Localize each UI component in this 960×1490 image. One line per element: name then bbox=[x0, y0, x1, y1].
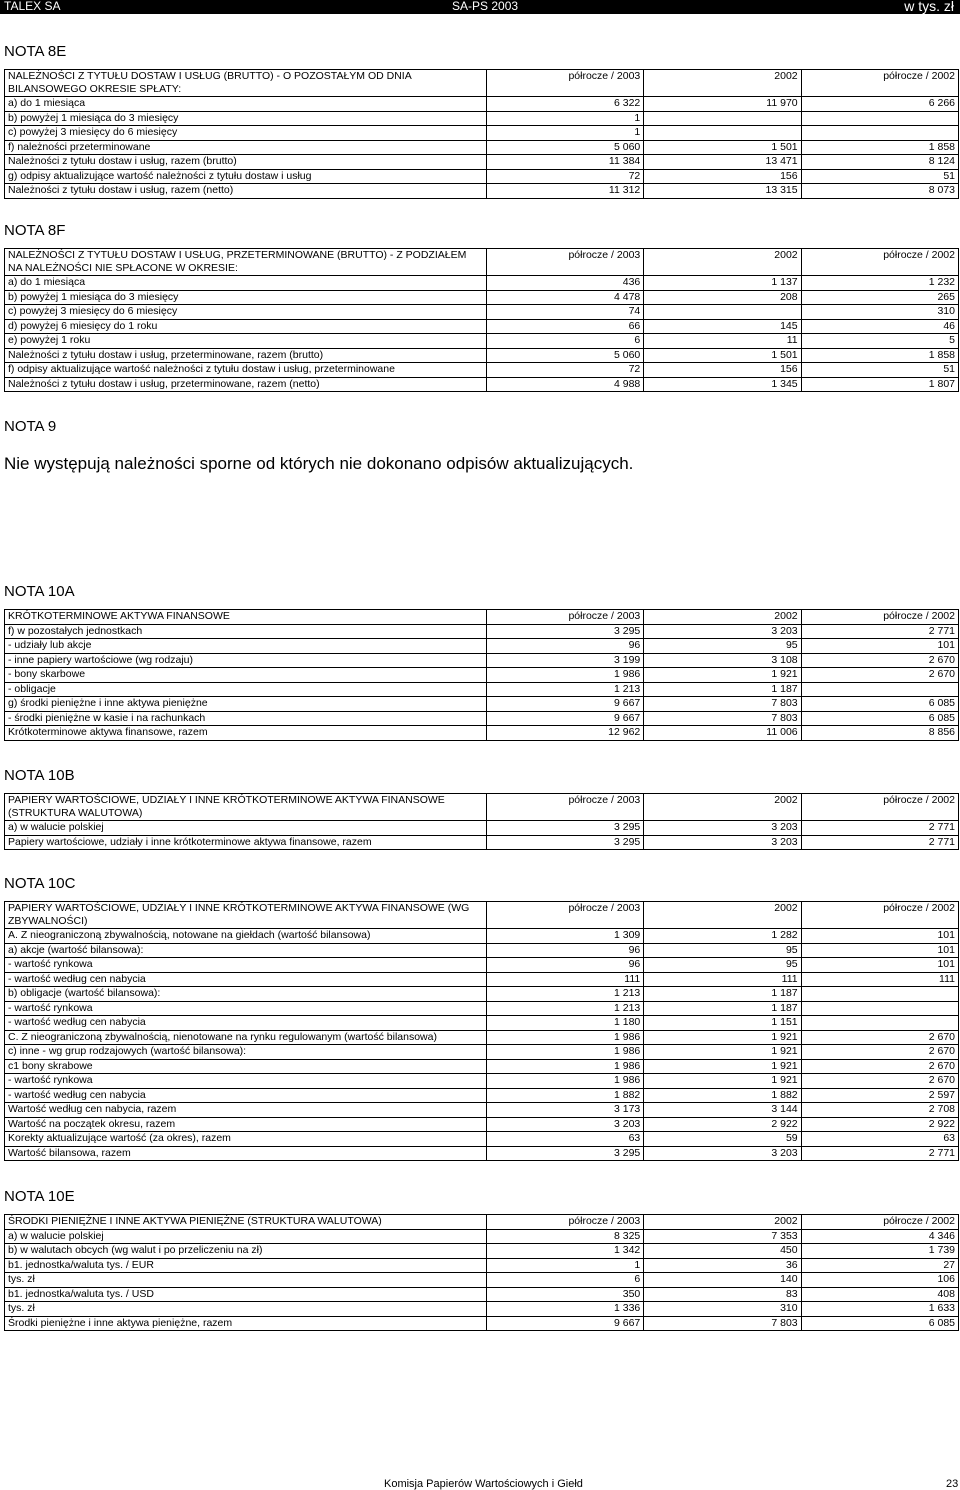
table-row bbox=[5, 1001, 959, 1016]
table-heading: PAPIERY WARTOŚCIOWE, UDZIAŁY I INNE KRÓTKOTERMINOWE AKTYWA FINANSOWE (WG ZBYWALNOŚCI) bbox=[5, 902, 487, 929]
table-row bbox=[5, 726, 959, 741]
value-cell: 96 bbox=[486, 958, 643, 973]
table-row bbox=[5, 1258, 959, 1273]
table-row bbox=[5, 276, 959, 291]
row-label: Krótkoterminowe aktywa finansowe, razem bbox=[5, 726, 487, 741]
value-cell: 8 124 bbox=[801, 155, 958, 170]
row-label: Należności z tytułu dostaw i usług, przeterminowane, razem (netto) bbox=[5, 377, 487, 392]
row-label: a) w walucie polskiej bbox=[5, 1229, 487, 1244]
value-cell: 1 921 bbox=[644, 1030, 801, 1045]
table-row bbox=[5, 1302, 959, 1317]
table-row bbox=[5, 1316, 959, 1331]
value-cell: 95 bbox=[644, 943, 801, 958]
value-cell: 7 803 bbox=[644, 1316, 801, 1331]
value-cell: 3 203 bbox=[486, 1117, 643, 1132]
value-cell: 11 bbox=[644, 334, 801, 349]
value-cell: 156 bbox=[644, 363, 801, 378]
value-cell: 2 771 bbox=[801, 821, 958, 836]
value-cell: 1 633 bbox=[801, 1302, 958, 1317]
value-cell: 96 bbox=[486, 943, 643, 958]
value-cell: 7 803 bbox=[644, 711, 801, 726]
table-row bbox=[5, 169, 959, 184]
column-header: półrocze / 2002 bbox=[801, 610, 958, 625]
table-header-row bbox=[5, 902, 959, 929]
value-cell: 6 bbox=[486, 334, 643, 349]
value-cell: 11 970 bbox=[644, 97, 801, 112]
unit-label: w tys. zł bbox=[904, 0, 954, 14]
value-cell: 1 858 bbox=[801, 140, 958, 155]
value-cell: 436 bbox=[486, 276, 643, 291]
value-cell: 72 bbox=[486, 363, 643, 378]
row-label: Korekty aktualizujące wartość (za okres), razem bbox=[5, 1132, 487, 1147]
value-cell bbox=[801, 126, 958, 141]
footer-publisher: Komisja Papierów Wartościowych i Giełd bbox=[384, 1478, 583, 1490]
value-cell: 2 922 bbox=[644, 1117, 801, 1132]
row-label: b) w walutach obcych (wg walut i po przeliczeniu na zł) bbox=[5, 1244, 487, 1259]
row-label: f) odpisy aktualizujące wartość należności z tytułu dostaw i usług, przeterminowane bbox=[5, 363, 487, 378]
value-cell: 1 501 bbox=[644, 140, 801, 155]
table-row bbox=[5, 184, 959, 199]
value-cell: 3 295 bbox=[486, 821, 643, 836]
table-row bbox=[5, 126, 959, 141]
value-cell: 1 309 bbox=[486, 929, 643, 944]
value-cell: 3 173 bbox=[486, 1103, 643, 1118]
value-cell: 83 bbox=[644, 1287, 801, 1302]
value-cell: 1 bbox=[486, 126, 643, 141]
row-label: Wartość na początek okresu, razem bbox=[5, 1117, 487, 1132]
value-cell: 408 bbox=[801, 1287, 958, 1302]
column-header: półrocze / 2002 bbox=[801, 902, 958, 929]
value-cell: 8 856 bbox=[801, 726, 958, 741]
value-cell: 1 213 bbox=[486, 682, 643, 697]
row-label: - wartość rynkowa bbox=[5, 1074, 487, 1089]
value-cell: 1 986 bbox=[486, 1030, 643, 1045]
table-row bbox=[5, 821, 959, 836]
row-label: g) odpisy aktualizujące wartość należności z tytułu dostaw i usług bbox=[5, 169, 487, 184]
company-name: TALEX SA bbox=[4, 0, 61, 13]
table-row bbox=[5, 972, 959, 987]
value-cell: 1 336 bbox=[486, 1302, 643, 1317]
value-cell: 13 315 bbox=[644, 184, 801, 199]
value-cell: 101 bbox=[801, 639, 958, 654]
value-cell bbox=[644, 305, 801, 320]
row-label: f) w pozostałych jednostkach bbox=[5, 624, 487, 639]
value-cell: 265 bbox=[801, 290, 958, 305]
value-cell: 11 312 bbox=[486, 184, 643, 199]
value-cell: 1 882 bbox=[486, 1088, 643, 1103]
value-cell bbox=[801, 1016, 958, 1031]
table-header-row bbox=[5, 1215, 959, 1230]
value-cell: 95 bbox=[644, 639, 801, 654]
note-title: NOTA 8E bbox=[4, 43, 67, 60]
value-cell: 3 203 bbox=[644, 821, 801, 836]
row-label: Środki pieniężne i inne aktywa pieniężne, razem bbox=[5, 1316, 487, 1331]
value-cell: 111 bbox=[644, 972, 801, 987]
value-cell: 6 bbox=[486, 1273, 643, 1288]
table-row bbox=[5, 1117, 959, 1132]
table-row bbox=[5, 958, 959, 973]
value-cell: 96 bbox=[486, 639, 643, 654]
value-cell: 1 986 bbox=[486, 1045, 643, 1060]
value-cell: 3 108 bbox=[644, 653, 801, 668]
value-cell bbox=[644, 126, 801, 141]
row-label: g) środki pieniężne i inne aktywa pieniężne bbox=[5, 697, 487, 712]
value-cell: 51 bbox=[801, 363, 958, 378]
report-code: SA-PS 2003 bbox=[452, 0, 519, 13]
value-cell: 3 203 bbox=[644, 835, 801, 850]
row-label: a) akcje (wartość bilansowa): bbox=[5, 943, 487, 958]
note-table bbox=[4, 69, 959, 199]
column-header: 2002 bbox=[644, 1215, 801, 1230]
value-cell: 1 807 bbox=[801, 377, 958, 392]
row-label: Należności z tytułu dostaw i usług, razem (brutto) bbox=[5, 155, 487, 170]
column-header: półrocze / 2002 bbox=[801, 1215, 958, 1230]
column-header: półrocze / 2003 bbox=[486, 70, 643, 97]
value-cell: 51 bbox=[801, 169, 958, 184]
value-cell: 8 325 bbox=[486, 1229, 643, 1244]
value-cell: 66 bbox=[486, 319, 643, 334]
value-cell: 140 bbox=[644, 1273, 801, 1288]
row-label: b) obligacje (wartość bilansowa): bbox=[5, 987, 487, 1002]
column-header: 2002 bbox=[644, 70, 801, 97]
value-cell: 4 988 bbox=[486, 377, 643, 392]
row-label: b1. jednostka/waluta tys. / EUR bbox=[5, 1258, 487, 1273]
value-cell: 1 921 bbox=[644, 1045, 801, 1060]
table-row bbox=[5, 1016, 959, 1031]
table-heading: ŚRODKI PIENIĘŻNE I INNE AKTYWA PIENIĘŻNE (STRUKTURA WALUTOWA) bbox=[5, 1215, 487, 1230]
value-cell: 12 962 bbox=[486, 726, 643, 741]
nota9-text: Nie występują należności sporne od których nie dokonano odpisów aktualizujących. bbox=[4, 454, 634, 473]
note-title: NOTA 8F bbox=[4, 222, 66, 239]
page-header bbox=[0, 0, 960, 14]
value-cell: 3 295 bbox=[486, 835, 643, 850]
value-cell: 63 bbox=[801, 1132, 958, 1147]
value-cell: 2 670 bbox=[801, 1059, 958, 1074]
value-cell: 2 670 bbox=[801, 1045, 958, 1060]
table-row bbox=[5, 835, 959, 850]
value-cell: 74 bbox=[486, 305, 643, 320]
row-label: - wartość rynkowa bbox=[5, 958, 487, 973]
note-title: NOTA 10A bbox=[4, 583, 75, 600]
table-header-row bbox=[5, 794, 959, 821]
note-title: NOTA 10B bbox=[4, 767, 75, 784]
value-cell: 1 187 bbox=[644, 987, 801, 1002]
value-cell: 2 670 bbox=[801, 1030, 958, 1045]
value-cell: 2 771 bbox=[801, 1146, 958, 1161]
note-table bbox=[4, 248, 959, 392]
table-row bbox=[5, 1287, 959, 1302]
table-row bbox=[5, 682, 959, 697]
row-label: b1. jednostka/waluta tys. / USD bbox=[5, 1287, 487, 1302]
value-cell: 6 085 bbox=[801, 697, 958, 712]
value-cell: 1 187 bbox=[644, 682, 801, 697]
row-label: c) inne - wg grup rodzajowych (wartość bilansowa): bbox=[5, 1045, 487, 1060]
value-cell: 27 bbox=[801, 1258, 958, 1273]
table-header-row bbox=[5, 249, 959, 276]
row-label: a) w walucie polskiej bbox=[5, 821, 487, 836]
column-header: półrocze / 2003 bbox=[486, 249, 643, 276]
table-heading: NALEŻNOŚCI Z TYTUŁU DOSTAW I USŁUG (BRUTTO) - O POZOSTAŁYM OD DNIA BILANSOWEGO OKRESIE SPŁATY: bbox=[5, 70, 487, 97]
row-label: - udziały lub akcje bbox=[5, 639, 487, 654]
value-cell: 1 858 bbox=[801, 348, 958, 363]
value-cell: 6 322 bbox=[486, 97, 643, 112]
value-cell: 1 213 bbox=[486, 987, 643, 1002]
row-label: e) powyżej 1 roku bbox=[5, 334, 487, 349]
note-table bbox=[4, 793, 959, 850]
value-cell: 6 266 bbox=[801, 97, 958, 112]
nota9-title: NOTA 9 bbox=[4, 418, 57, 435]
value-cell: 63 bbox=[486, 1132, 643, 1147]
table-row bbox=[5, 1244, 959, 1259]
column-header: 2002 bbox=[644, 902, 801, 929]
row-label: b) powyżej 1 miesiąca do 3 miesięcy bbox=[5, 290, 487, 305]
value-cell: 7 803 bbox=[644, 697, 801, 712]
value-cell: 7 353 bbox=[644, 1229, 801, 1244]
table-row bbox=[5, 639, 959, 654]
value-cell: 95 bbox=[644, 958, 801, 973]
value-cell: 11 006 bbox=[644, 726, 801, 741]
table-row bbox=[5, 377, 959, 392]
column-header: 2002 bbox=[644, 794, 801, 821]
column-header: półrocze / 2002 bbox=[801, 70, 958, 97]
value-cell: 3 295 bbox=[486, 624, 643, 639]
value-cell: 156 bbox=[644, 169, 801, 184]
value-cell: 2 922 bbox=[801, 1117, 958, 1132]
row-label: - wartość rynkowa bbox=[5, 1001, 487, 1016]
value-cell: 4 478 bbox=[486, 290, 643, 305]
value-cell: 310 bbox=[801, 305, 958, 320]
value-cell: 101 bbox=[801, 929, 958, 944]
column-header: półrocze / 2002 bbox=[801, 249, 958, 276]
row-label: - inne papiery wartościowe (wg rodzaju) bbox=[5, 653, 487, 668]
value-cell: 1 bbox=[486, 1258, 643, 1273]
row-label: Wartość bilansowa, razem bbox=[5, 1146, 487, 1161]
value-cell: 1 213 bbox=[486, 1001, 643, 1016]
value-cell: 9 667 bbox=[486, 1316, 643, 1331]
note-table bbox=[4, 609, 959, 741]
column-header: 2002 bbox=[644, 610, 801, 625]
row-label: Należności z tytułu dostaw i usług, razem (netto) bbox=[5, 184, 487, 199]
column-header: półrocze / 2003 bbox=[486, 794, 643, 821]
table-row bbox=[5, 697, 959, 712]
table-heading: NALEŻNOŚCI Z TYTUŁU DOSTAW I USŁUG, PRZETERMINOWANE (BRUTTO) - Z PODZIAŁEM NA NALEŻNOŚCI NIE SPŁACONE W OKRESIE: bbox=[5, 249, 487, 276]
value-cell: 101 bbox=[801, 958, 958, 973]
value-cell: 1 345 bbox=[644, 377, 801, 392]
value-cell: 3 203 bbox=[644, 1146, 801, 1161]
row-label: C. Z nieograniczoną zbywalnością, nienotowane na rynku regulowanym (wartość bilansowa) bbox=[5, 1030, 487, 1045]
value-cell: 106 bbox=[801, 1273, 958, 1288]
table-row bbox=[5, 1059, 959, 1074]
value-cell: 2 670 bbox=[801, 668, 958, 683]
value-cell: 9 667 bbox=[486, 711, 643, 726]
row-label: d) powyżej 6 miesięcy do 1 roku bbox=[5, 319, 487, 334]
value-cell: 1 986 bbox=[486, 1059, 643, 1074]
value-cell: 46 bbox=[801, 319, 958, 334]
value-cell: 13 471 bbox=[644, 155, 801, 170]
table-header-row bbox=[5, 610, 959, 625]
column-header: półrocze / 2003 bbox=[486, 610, 643, 625]
value-cell: 5 bbox=[801, 334, 958, 349]
table-row bbox=[5, 987, 959, 1002]
table-row bbox=[5, 111, 959, 126]
value-cell: 9 667 bbox=[486, 697, 643, 712]
value-cell: 1 882 bbox=[644, 1088, 801, 1103]
table-row bbox=[5, 1088, 959, 1103]
value-cell: 2 597 bbox=[801, 1088, 958, 1103]
table-row bbox=[5, 943, 959, 958]
value-cell: 1 bbox=[486, 111, 643, 126]
value-cell: 111 bbox=[486, 972, 643, 987]
value-cell: 59 bbox=[644, 1132, 801, 1147]
value-cell: 36 bbox=[644, 1258, 801, 1273]
value-cell: 1 232 bbox=[801, 276, 958, 291]
row-label: a) do 1 miesiąca bbox=[5, 276, 487, 291]
table-row bbox=[5, 1045, 959, 1060]
value-cell: 1 986 bbox=[486, 1074, 643, 1089]
value-cell bbox=[801, 987, 958, 1002]
column-header: półrocze / 2003 bbox=[486, 1215, 643, 1230]
table-row bbox=[5, 290, 959, 305]
table-row bbox=[5, 363, 959, 378]
value-cell: 4 346 bbox=[801, 1229, 958, 1244]
table-row bbox=[5, 668, 959, 683]
value-cell: 1 151 bbox=[644, 1016, 801, 1031]
value-cell: 1 187 bbox=[644, 1001, 801, 1016]
table-heading: PAPIERY WARTOŚCIOWE, UDZIAŁY I INNE KRÓTKOTERMINOWE AKTYWA FINANSOWE (STRUKTURA WALUTOWA) bbox=[5, 794, 487, 821]
value-cell bbox=[644, 111, 801, 126]
value-cell: 1 739 bbox=[801, 1244, 958, 1259]
value-cell: 1 180 bbox=[486, 1016, 643, 1031]
table-row bbox=[5, 711, 959, 726]
value-cell: 11 384 bbox=[486, 155, 643, 170]
note-title: NOTA 10C bbox=[4, 875, 76, 892]
row-label: A. Z nieograniczoną zbywalnością, notowane na giełdach (wartość bilansowa) bbox=[5, 929, 487, 944]
note-table bbox=[4, 901, 959, 1161]
table-row bbox=[5, 97, 959, 112]
value-cell: 3 199 bbox=[486, 653, 643, 668]
value-cell: 2 670 bbox=[801, 653, 958, 668]
value-cell: 2 670 bbox=[801, 1074, 958, 1089]
table-row bbox=[5, 1103, 959, 1118]
note-table bbox=[4, 1214, 959, 1331]
value-cell: 310 bbox=[644, 1302, 801, 1317]
table-row bbox=[5, 155, 959, 170]
value-cell: 3 203 bbox=[644, 624, 801, 639]
value-cell: 111 bbox=[801, 972, 958, 987]
table-heading: KRÓTKOTERMINOWE AKTYWA FINANSOWE bbox=[5, 610, 487, 625]
table-row bbox=[5, 1132, 959, 1147]
value-cell: 3 295 bbox=[486, 1146, 643, 1161]
value-cell: 6 085 bbox=[801, 1316, 958, 1331]
table-row bbox=[5, 140, 959, 155]
value-cell: 1 921 bbox=[644, 1074, 801, 1089]
table-row bbox=[5, 624, 959, 639]
row-label: a) do 1 miesiąca bbox=[5, 97, 487, 112]
value-cell: 1 342 bbox=[486, 1244, 643, 1259]
table-row bbox=[5, 348, 959, 363]
value-cell bbox=[801, 111, 958, 126]
value-cell: 145 bbox=[644, 319, 801, 334]
value-cell: 2 771 bbox=[801, 835, 958, 850]
value-cell: 5 060 bbox=[486, 348, 643, 363]
value-cell: 72 bbox=[486, 169, 643, 184]
table-header-row bbox=[5, 70, 959, 97]
row-label: tys. zł bbox=[5, 1273, 487, 1288]
value-cell: 5 060 bbox=[486, 140, 643, 155]
table-row bbox=[5, 334, 959, 349]
value-cell bbox=[801, 1001, 958, 1016]
table-row bbox=[5, 1229, 959, 1244]
row-label: f) należności przeterminowane bbox=[5, 140, 487, 155]
column-header: półrocze / 2002 bbox=[801, 794, 958, 821]
value-cell: 1 282 bbox=[644, 929, 801, 944]
table-row bbox=[5, 1074, 959, 1089]
table-row bbox=[5, 1030, 959, 1045]
row-label: - bony skarbowe bbox=[5, 668, 487, 683]
row-label: c) powyżej 3 miesięcy do 6 miesięcy bbox=[5, 305, 487, 320]
table-row bbox=[5, 653, 959, 668]
row-label: - wartość według cen nabycia bbox=[5, 1088, 487, 1103]
table-row bbox=[5, 1146, 959, 1161]
note-title: NOTA 10E bbox=[4, 1188, 75, 1205]
value-cell: 450 bbox=[644, 1244, 801, 1259]
row-label: Należności z tytułu dostaw i usług, przeterminowane, razem (brutto) bbox=[5, 348, 487, 363]
column-header: 2002 bbox=[644, 249, 801, 276]
row-label: - środki pieniężne w kasie i na rachunkach bbox=[5, 711, 487, 726]
value-cell: 1 921 bbox=[644, 668, 801, 683]
row-label: tys. zł bbox=[5, 1302, 487, 1317]
row-label: Wartość według cen nabycia, razem bbox=[5, 1103, 487, 1118]
table-row bbox=[5, 929, 959, 944]
row-label: - wartość według cen nabycia bbox=[5, 1016, 487, 1031]
value-cell: 6 085 bbox=[801, 711, 958, 726]
table-row bbox=[5, 319, 959, 334]
row-label: - wartość według cen nabycia bbox=[5, 972, 487, 987]
value-cell: 1 921 bbox=[644, 1059, 801, 1074]
value-cell: 2 708 bbox=[801, 1103, 958, 1118]
value-cell bbox=[801, 682, 958, 697]
value-cell: 1 986 bbox=[486, 668, 643, 683]
value-cell: 3 144 bbox=[644, 1103, 801, 1118]
value-cell: 2 771 bbox=[801, 624, 958, 639]
value-cell: 208 bbox=[644, 290, 801, 305]
value-cell: 350 bbox=[486, 1287, 643, 1302]
row-label: c) powyżej 3 miesięcy do 6 miesięcy bbox=[5, 126, 487, 141]
table-row bbox=[5, 1273, 959, 1288]
table-row bbox=[5, 305, 959, 320]
footer-page-number: 23 bbox=[946, 1478, 959, 1490]
value-cell: 101 bbox=[801, 943, 958, 958]
row-label: - obligacje bbox=[5, 682, 487, 697]
row-label: Papiery wartościowe, udziały i inne krótkoterminowe aktywa finansowe, razem bbox=[5, 835, 487, 850]
row-label: c1 bony skrabowe bbox=[5, 1059, 487, 1074]
column-header: półrocze / 2003 bbox=[486, 902, 643, 929]
value-cell: 1 501 bbox=[644, 348, 801, 363]
value-cell: 1 137 bbox=[644, 276, 801, 291]
value-cell: 8 073 bbox=[801, 184, 958, 199]
row-label: b) powyżej 1 miesiąca do 3 miesięcy bbox=[5, 111, 487, 126]
